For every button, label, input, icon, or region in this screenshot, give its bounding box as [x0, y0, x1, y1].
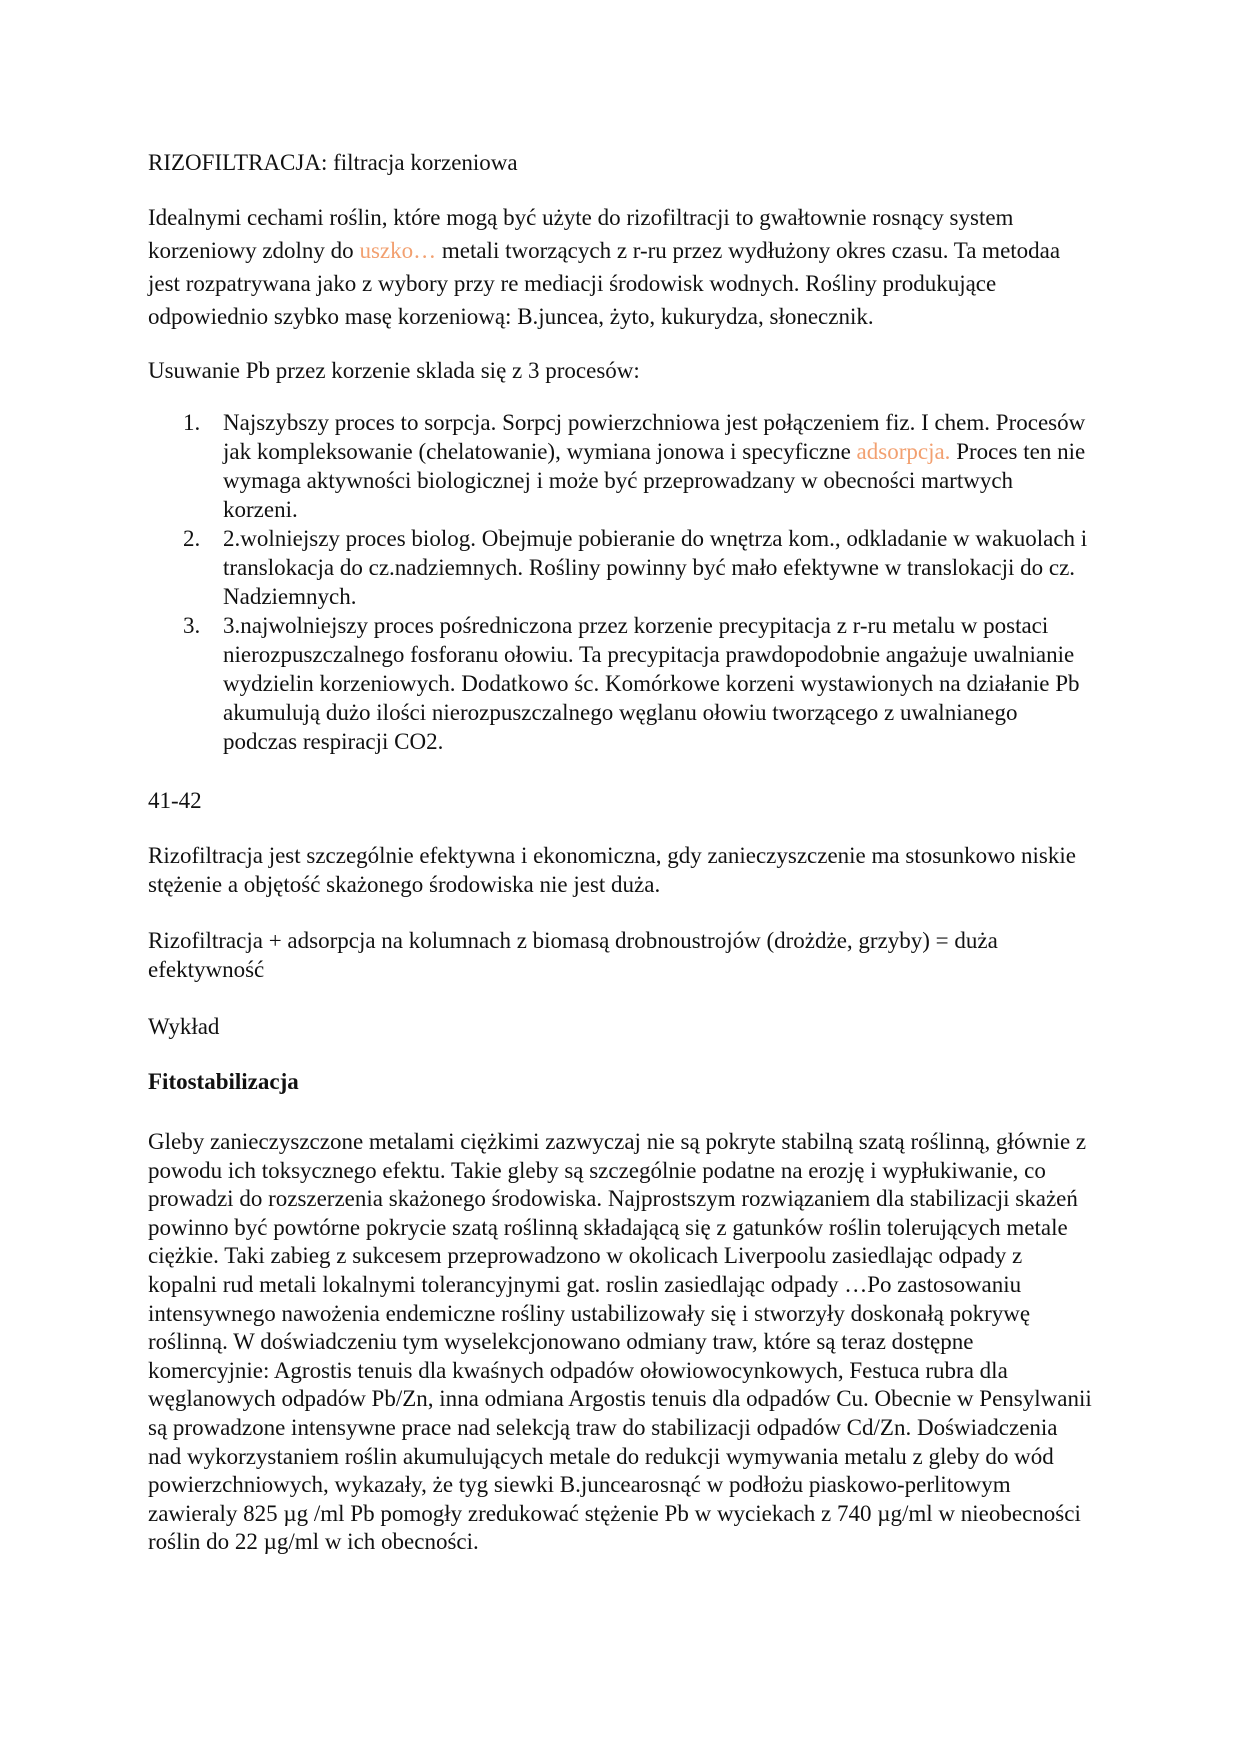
list-item-text: 3.najwolniejszy proces pośredniczona przez korzenie precypitacja z r-ru metalu w postaci nierozpuszczalnego fosforanu ołowiu. Ta precypitacja prawdopodobnie angażuje uwalnianie wydzielin korzeniowych. Dodatkowo śc. Komórkowe korzeni wystawionych na działanie Pb akumulują dużo ilości nierozpuszczalnego węglanu ołowiu tworzącego z uwalnianego podczas respiracji CO2.	[223, 613, 1080, 754]
list-item	[183, 611, 1093, 756]
list-item-text: 2.wolniejszy proces biolog. Obejmuje pobieranie do wnętrza kom., odkladanie w wakuolach i translokacja do cz.nadziemnych. Rośliny powinny być mało efektywne w translokacji do cz. Nadziemnych.	[223, 526, 1088, 609]
lecture-label: Wykład	[148, 1014, 220, 1039]
list-item-number: 1.	[183, 410, 201, 435]
paragraph-intro	[148, 201, 1093, 333]
list-item-number: 2.	[183, 526, 201, 551]
paragraph-intro-text-2: metali tworzących z r-ru przez wydłużony okres czasu. Ta metodaa jest rozpatrywana jako z wybory przy re mediacji środowisk wodnych. Rośliny produkujące odpowiednio szybko masę korzeniową: B.juncea, żyto, kukurydza, słonecznik.	[148, 238, 1061, 329]
document-title: RIZOFILTRACJA: filtracja korzeniowa	[148, 150, 518, 175]
faded-fragment: uszko…	[359, 238, 437, 263]
pages-reference: 41-42	[148, 788, 202, 813]
list-item-number: 3.	[183, 613, 201, 638]
paragraph-adsorption: Rizofiltracja + adsorpcja na kolumnach z biomasą drobnoustrojów (drożdże, grzyby) = duża efektywność	[148, 928, 998, 982]
list-item	[183, 524, 1093, 611]
paragraph-processes-intro: Usuwanie Pb przez korzenie sklada się z 3 procesów:	[148, 358, 640, 383]
section-heading: Fitostabilizacja	[148, 1069, 299, 1094]
list-item-text-1: Najszybszy proces to sorpcja. Sorpcj powierzchniowa jest połączeniem fiz. I chem. Procesów jak kompleksowanie (chelatowanie), wymiana jonowa i specyficzne	[223, 410, 1086, 464]
paragraph-intro-text-1: Idealnymi cechami roślin, które mogą być użyte do rizofiltracji to gwałtownie rosnący system korzeniowy zdolny do	[148, 205, 1014, 263]
list-item-text-2: Proces ten nie wymaga aktywności biologicznej i może być przeprowadzany w obecności martwych korzeni.	[223, 439, 1086, 522]
faded-fragment: adsorpcja.	[856, 439, 951, 464]
paragraph-efficiency: Rizofiltracja jest szczególnie efektywna i ekonomiczna, gdy zanieczyszczenie ma stosunkowo niskie stężenie a objętość skażonego środowiska nie jest duża.	[148, 843, 1076, 897]
paragraph-phytostabilization: Gleby zanieczyszczone metalami ciężkimi zazwyczaj nie są pokryte stabilną szatą roślinną, głównie z powodu ich toksycznego efektu. Takie gleby są szczególnie podatne na erozję i wypłukiwanie, co prowadzi do rozszerzenia skażonego środowiska. Najprostszym rozwiązaniem dla stabilizacji skażeń powinno być powtórne pokrycie szatą roślinną składającą się z gatunków roślin tolerujących metale ciężkie. Taki zabieg z sukcesem przeprowadzono w okolicach Liverpoolu zasiedlając odpady z kopalni rud metali lokalnymi tolerancyjnymi gat. roslin zasiedlając odpady …Po zastosowaniu intensywnego nawożenia endemiczne rośliny ustabilizowały się i stworzyły doskonałą pokrywę roślinną. W doświadczeniu tym wyselekcjonowano odmiany traw, które są teraz dostępne komercyjnie: Agrostis tenuis dla kwaśnych odpadów ołowiowocynkowych, Festuca rubra dla węglanowych odpadów Pb/Zn, inna odmiana Argostis tenuis dla odpadów Cu. Obecnie w Pensylwanii są prowadzone intensywne prace nad selekcją traw do stabilizacji odpadów Cd/Zn. Doświadczenia nad wykorzystaniem roślin akumulujących metale do redukcji wymywania metalu z gleby do wód powierzchniowych, wykazały, że tyg siewki B.juncearosnąć w podłożu piaskowo-perlitowym zawieraly 825 µg /ml Pb pomogły zredukować stężenie Pb w wyciekach z 740 µg/ml w nieobecności roślin do 22 µg/ml w ich obecności.	[148, 1129, 1092, 1555]
process-list	[183, 408, 1093, 756]
list-item	[183, 408, 1093, 524]
